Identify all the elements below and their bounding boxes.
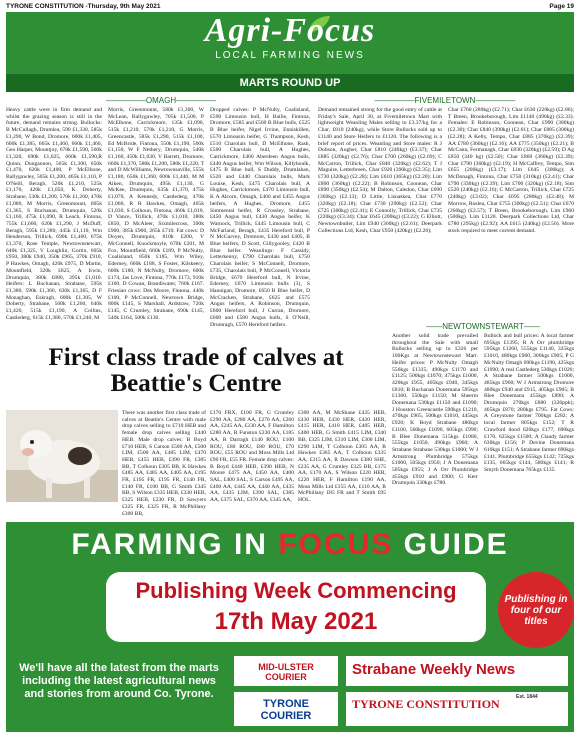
calf-photo	[6, 410, 118, 502]
publishing-banner	[106, 572, 486, 642]
publishing-titles-badge: Publishing in four of our titles	[498, 572, 574, 648]
feature-intro	[6, 504, 118, 518]
publishing-line-2: 17th May 2021	[214, 608, 378, 635]
ad-promo-text: We'll have all the latest from the marts including the latest agricultural news and stories from around Co. Tyrone.	[19, 662, 219, 700]
newtownstewart-column-1: Another solid trade prevailed throughout the Sale with small Bullocks selling up to £326 per 100Kgs at Newtownstewart Mart. Heifer prices: P McNulty Omagh 556kgs £1335, 490kgs £1170 and £1125; 500kgs £1070; 475kgs £1000, 420kgs £955, 405kgs £940, 345kgs £810; B Buchanan Donemana 595kgs £1360, 550kgs £1150; M Sheerin Donemana 530kgs £1150 and £1090; J Houston Greencastle 590kgs £1210, 470kgs £965, 500kgs £1010, 445kgs £920; K Boyd Strabane 480kgs £1100, 560kgs £1090, 605kgs £990; B Blee Donemana 515kgs £1080, 555kgs £1050, 490kgs £960; A Strabane Strabane 530kgs £1000; W J Armstrong Plumbridge 575kgs £1000, 505kgs £950; J A Donemana 505kgs £955; J A Orr Plumbridge 455kgs £910 and £900; G Kerr Drumquin 330kgs £780.	[392, 333, 478, 487]
omagh-column-1: Heavy cattle were in firm demand and whilst the grazing season is still in the future, demand remains strong. Bullocks: B McCullagh, Drumlea, 590 £1,330, 585k £1,290, W Bond, Dromore, 600k £1,405, 600k £1,385, 665k £1,460, 660k £1,460, Geo Harper, Mountjoy, 670k £1,590, 560k £1,320, 690k £1,625, 660k £1,590,R Quinn, Dungannon, 565k £1,300, 650k £1,470, 620k £1,400, P McElhone, Ballygawley, 505k £1,200, 465k £1,110, P O'Neill, Beragh, 520k £1,210, 525k £1,170, 420k £1,050, K Doherty, Strabane, 530k £1,200, 570k £1,260, 470k £1,080, M Morris, Greenmount, 605k £1,365, S Buchanan, Drumquin, 520k £1,160, 475k £1,090, R Leach, Fintona, 755k £1,660, 620k £1,290, J McDuff, Beragh, 595k £1,280, 445k £1,110, Wm Henderson, Trillick, 690k £1,460, 675k £1,370, Rose Temple, Newtownstewart, 640k £1,325, V Loughlin, Gortin, 605k £950, 380k £940, 350k £965, 370k £910, P Hawkes, Omagh, 420k £975, D Martin, Mountfield, 320k £825, A Irwin, Drumquin, 380k £880, 395k £1,010. Heifers: L Buchanan, Strabane, 595k £1,380, 590k £1,360, 630k £1,365, D F Monaghan, Eskragh, 600k £1,305, W Doherty, Strabane, 560k £1,260, 640k £1,420, 515k £1,190, A Collins, Castlederg, 615k £1,380, 570k £1,240, M	[6, 107, 102, 321]
newtownstewart-heading: ——NEWTOWNSTEWART——	[426, 322, 540, 331]
section-title: MARTS ROUND UP	[6, 74, 574, 92]
banner-subtitle: LOCAL FARMING NEWS	[215, 50, 365, 61]
omagh-column-2: Morris, Greenmount, 580k £1,300, W McLean, Ballygawley, 705k £1,500, P McElhone, Carrickmore, 135k £1,090, 515k £1,210, 570k £1,210, G Morris, Greencastle, 585k £1,290, 515k £1,100, Ed McBride, Fintona, 550k £1,190, 500k £1,150, W F Nethery, Drumquin, 540k £1,160, 450k £1,030, V Barrett, Dromore, 660k £1,370, 580k £1,200, 580k £1,220, T and D McWilliams, Newtownsaville, 555k £1,180, 650k £1,360, 600k £1,440, M M Aiken, Drumquin, 495k £1,130, G McKee, Drumquin, 635k £1,370, 475k £1,070, A Kennedy, Castlederg, 470k £1,060, R R Hawkes, Omagh, 465k £1,030, S Colhoun, Fintona, 460k £1,010, D Vance, Trillick, 470k £1,010, 380k £850, D McAleer, Sixmilecross, 390k £900, 385k £900, 265k £710. Fat cows: D Doyen, Drumquin, 810k £200, V McConnell, Knockmoyle, 670k £201, M Fox, Mountfield, 660k £189, P McNulty, Coalisland, 850k £185, Wm Wiley, Ederney, 660k £188, S Foster, Kilskeery, 600k £180, N McNulty, Dromore, 600k £174, Jas Love, Fintona, 770k £173, 910k £160, D Cowan, Brandiwater, 760k £167. Friesian cows: Des Moore, Fintona, 440k £100, P McConnell, Newtown Bridge, 800k £145, S Marshall, Ardstraw, 720k £145, C Crumley, Strabane, 690k £145, 540k £164, 500k £130.	[108, 107, 204, 321]
newtownstewart-column-2: Bullock and bull prices: A local farmer 695kgs £1395; R A Orr plumbridge 595kgs £1260, 555kgs £1140, 325kgs £1010, 480kgs £960, 300kgs £905; P G McNulty Omagh 690kgs £1190, 425kgs £1090; A real Castlederg 530kgs £1020; A Strabane farmer 500kgs £1000, 485kgs £960; W J Armstrong Dromore 480kgs £940 and £915, 405kgs £905; B Blee Donemana 455kgs £890; A Drumquin 270kgs £880 (326ppk); 465kgs £870; 280kgs £795. Fat Cows: A Greystone farmer 700kgs £282; A local farmer 805kgs £152; T R Crawford dood 620kgs £177, 690kgs £170, 625kgs £1500; A Claudy farmer 630kgs £156; P Devine Donemana 610kgs £151; A Strabane farmer 690kgs £141, Plumbridge 655kgs £142; 725kgs £135, 665kgs £144, 580kgs £141; R Smyth Donemana 765kgs £135.	[484, 333, 574, 474]
strabane-weekly-news-masthead: Strabane Weekly News	[346, 656, 568, 686]
omagh-heading: —————OMAGH—————	[105, 96, 217, 105]
tyrone-courier-masthead: TYRONE COURIER	[234, 692, 338, 726]
feature-column-1: There was another first class trade of calves at Beattie's Centre with male drop calves selling to £710 HEB and female drop calves selling £440 HEB. Male drop calves: B Boyd £710 HEB, S Carson £500 AA, £500 LIM, £500 AA, £485 LIM, £470 HEB, £455 HEB, £390 FR, £385 BB, T Colhoun £305 BB, K Hawkes £485 AA, £485 AA, £405 AA, £195 FR, £195 FR, £195 FR, £140 FR, £140 FR, £100 BB, G Smith £345 BB, S Wilson £335 HEB, £330 HEB, £325 HEB, £230 FR, D Sawyers £325 FR, £325 FR, R McPhillany £300 BB,	[122, 410, 206, 517]
paper-date: TYRONE CONSTITUTION -Thursday, 9th May 2021	[6, 3, 161, 10]
farming-in-focus-ad	[6, 522, 574, 732]
feature-headline: First class trade of calves at Beattie's Centre	[48, 344, 344, 397]
agri-focus-banner	[6, 12, 574, 74]
fivemiletown-column-2: Char £760 (280kg) (£2.71); Char £630 (220kg) (£2.86); T Breen, Brookeborough, Lim £1140 (490kg) (£2.33). Females: E Robinson, Coonean, Char £990 (380kg) (£2.30); Char £840 (390kg) (£2.61); Char £885 (300kg) (£2.28); A Kelly, Tempo, Char £885 (370kg) (£2.39); AA £780 (360kg) (£2.16); AA £775 (350kg) (£2.21); B McCann, Fermanagh, Char £830 (320kg) (£2.59); D Ag £850 (340 kg) (£2.50); Char £860 (360kg) (£2.39); Char £790 (360kg) (£2.19); H McCaffrey, Tempo, Sim £655 (200kg) (£3.17); Lim £645 (300kg); A McDonagh, Fintona, Char £750 (310kg) (£2.41); Char £790 (330kg) (£2.39); Lim £700 (320kg) (£2.18); Sim £520 (240kg) (£2.16); C McCarron, Trillick, Char £725 (240kg) (£3.02); Char £695 (280kg) (£2.48); M Morrow, Roslea, Char £755 (300kg) (£2.51); Char £670 (260kg) (£2.57); T Breen, Brookeborough, Lim £960 (500kg). Lim £1120. Deerpark Collections Ltd, Char £780 (295kg) (£2.92); AA £615 (240kg) (£2.56). More stock required to meet current demand.	[448, 107, 574, 234]
mid-ulster-courier-masthead: MID-ULSTER COURIER	[234, 656, 338, 686]
fivemiletown-column-1: Demand remained strong for the good entry of cattle at Friday's Sale, April 30, at Fivemiletown Mart with lightweight Weanling Males selling to £3.37/kg for a Char, £810 (240kg), while Store Bullocks sold up to £1140 and Store Heifers to £1120. The following is a brief report of prices. Weanling and Store males: R J Dobson, Augher, Char £810 (240kg) (£3.37); Char £885 (320kg) (£2.76); Char £700 (260kg) (£2.69); C McCarron, Trillick, Char £840 (320kg) (£2.62); T J Maguire, Letterbreen, Char £920 (390kg) (£2.35); Lim £730 (320kg) (£2.28); Lim £610 (365kg) (£2.20); Lim £800 (360kg) (£2.22); B Robinson, Coonean, Char £890 (350kg) (£2.54); M Dalton, Caledon, Char £690 (360kg) (£2.13); D Little, Lisnaskea, Char £770 (320kg) (£2.18); Char £730 (290kg) (£2.52); Char £725 (300kg) (£2.41); E Connolly, Trillick, Char £735 (220kg) (£3.34); Char £645 (200kg) (£3.22); G Elliott, Newtownbutler, Lim £940 (360kg) (£2.61); Deerpark Collections Ltd, Kesh, Char £950 (420kg) (£2.26);	[318, 107, 442, 234]
fivemiletown-heading: —————FIVEMILETOWN—————	[374, 96, 516, 105]
banner-title: Agri-Focus	[204, 12, 376, 49]
feature-column-2: £170 FRX, £100 FR, G Crumley £290 AA, £280 AA, £270 AA, £260 AA, £245 AA, £230 AA, F Hamilton £280 AA, R Funston £230 AA, £185 AA, R Darragh £140 ROU, £100 ROU, £80 ROU, £80 ROU, £70 ROU, £55 ROU and Moss Mills Ltd £90 FR, £55 FR. Female drop calves: B Boyd £440 HEB, £390 HEB, N Moore £475 AA, £450 AA, £400 SAL, £400 SAL, S Carson £495 AA, £460 AA, £445 AA, £440 AA, £435 AA, £435 LIM, £390 SAL, £385 AA, £375 SAL, £370 AA, £345 AA,	[210, 410, 294, 504]
ad-title: FARMING IN FOCUS GUIDE	[71, 528, 509, 561]
page-number: Page 19	[549, 3, 574, 10]
feature-column-3: £300 AA, M McShane £435 HEB, £430 HER, £430 HER, £420 HER, £415 HER, £410 HER, £405 HER, £400 HER, G Smith £415 LIM, £340 BB, £325 LIM, £310 LIM, £300 LIM, £290 LIM, T Colhoun £305 AA, R Hawkes £365 AA, T Colhoun £335 AA, £315 AA, R Dawson £380 SHE, £235 AA, G Crumley £325 BB, £175 AA, £170 AA, S Wilson £220 HER, £220 HER, F Hamilton £190 AA, Moss Mills Ltd £155 AA, £110 AA, R McPhillany £85 FR and T Smith £95 HOL.	[298, 410, 386, 504]
tyrone-constitution-masthead: Est. 1844 TYRONE CONSTITUTION	[346, 692, 568, 726]
omagh-column-3: Dropped calves: P McNulty, Coalisland, £590 Limousin bull, H Bailie, Fintona, Dromore, £585 and £560 B Blue bulls, £525 B Blue heifer, Nigel Irvine, Enniskillen, £570 Limousin heifer, G Thompson, Kesh, £510 Charolais bull, D McElhone, Rash, £500 Charolais bull, A Hughes, Carrickmore, £460 Aberdeen Angus bulls, £440 Angus heifer, Wm Wilson, Killyhoulk, £475 B Blue bull, S Duddy, Drumlahan, £520 and £440 Charolais bulls, Mark Louise, Kesh, £475 Charolais bull, A Hughes, Carrickmore, £470 Limousin bull, K A Alcorn, Omagh, £460 and £455 Angus heifers, A Hughes, Dromore, £455 Simmental heifer, R Crossley, Strabane, £450 Angus bull, £430 Angus heifer, K Warnock, Trillick, £445 Limousin bull, C McFarland, Beragh, £435 Hereford bull, P N McGarvey, Dromore, £430 and £405, B Blue heifers, D Scott, Gillygooley, £420 B Blue heifer. Weanlings: F Cassidy, Letterkenny, £790 Charolais bull, £750 Charolais heifer, S McConnell, Dromore, £735, Charolais bull, P McConnell, Victoria Bridge, £670 Hereford bull, N Irvine, Ederney, £670 Limousin bulls (3), S Hannigan, Dromore, £650 B Blue heifer, D McCracken, Strabane, £625 and £575 Angus heifers, A Robinson, Drumquin, £600 Hereford bull, J Curran, Dromore, £600 and £580 Angus bulls, S O'Neill, Drumragh, £570 Hereford heifers.	[210, 107, 310, 328]
publishing-line-1: Publishing Week Commencing	[135, 578, 457, 603]
